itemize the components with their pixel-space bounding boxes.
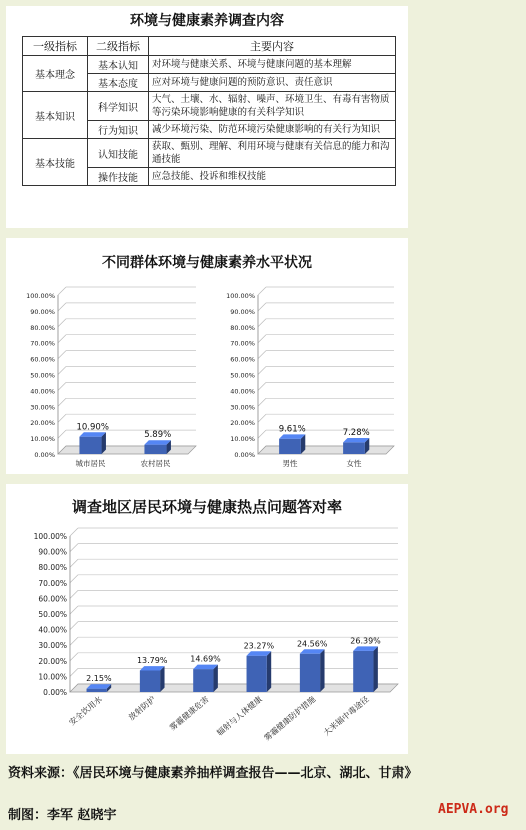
y-tick-label: 90.00%	[30, 307, 55, 316]
bar-chart-residence	[6, 238, 211, 474]
x-tick-label: 雾霾健康防护措施	[262, 694, 318, 743]
gridline-side	[58, 382, 66, 390]
data-label: 2.15%	[86, 674, 112, 684]
y-tick-label: 70.00%	[30, 339, 55, 348]
desc-cell: 减少环境污染、防范环境污染健康影响的有关行为知识	[149, 121, 396, 139]
y-tick-label: 40.00%	[30, 387, 55, 396]
bar-top	[144, 440, 171, 444]
x-tick-label: 辐射与人体健康	[215, 694, 264, 738]
y-tick-label: 40.00%	[38, 625, 67, 635]
y-tick-label: 10.00%	[230, 435, 255, 444]
credit-note: 制图：李军 赵晓宇	[8, 808, 117, 823]
sub-cell: 科学知识	[88, 92, 149, 121]
bar	[343, 442, 365, 454]
y-tick-label: 30.00%	[230, 403, 255, 412]
x-tick-label: 大米镉中毒途径	[321, 694, 371, 738]
bar-side	[267, 651, 271, 692]
y-tick-label: 80.00%	[38, 563, 67, 573]
y-tick-label: 70.00%	[230, 339, 255, 348]
hot-issues-title: 调查地区居民环境与健康热点问题答对率	[71, 498, 342, 516]
desc-cell: 对环境与健康关系、环境与健康问题的基本理解	[149, 56, 396, 74]
bar-top	[343, 438, 369, 442]
framework-panel	[6, 6, 408, 228]
gridline-side	[258, 319, 266, 327]
data-label: 24.56%	[296, 639, 328, 649]
header-level2: 二级指标	[88, 37, 149, 56]
y-tick-label: 50.00%	[30, 371, 55, 380]
header-level1: 一级指标	[23, 37, 88, 56]
bar	[300, 654, 320, 692]
sub-cell: 操作技能	[88, 168, 149, 186]
y-tick-label: 0.00%	[43, 688, 67, 697]
y-tick-label: 70.00%	[38, 578, 67, 588]
gridline-side	[58, 398, 66, 406]
bar	[87, 689, 107, 692]
framework-table	[22, 36, 396, 186]
bar-side	[373, 646, 377, 692]
table-row	[23, 92, 396, 121]
y-tick-label: 100.00%	[26, 292, 55, 300]
y-tick-label: 20.00%	[230, 419, 255, 428]
y-tick-label: 20.00%	[38, 656, 67, 666]
data-label: 14.69%	[190, 654, 221, 664]
gridline-side	[258, 303, 266, 311]
floor	[58, 446, 196, 454]
bar-top	[279, 434, 305, 438]
bar	[140, 670, 160, 692]
y-tick-label: 50.00%	[230, 371, 255, 380]
data-label: 5.89%	[144, 430, 172, 441]
data-label: 13.79%	[136, 656, 168, 666]
bar	[144, 445, 166, 454]
bar	[279, 439, 301, 454]
y-tick-label: 90.00%	[38, 547, 67, 557]
x-tick-label: 男性	[282, 459, 298, 468]
gridline-side	[258, 430, 266, 438]
brand-logo[interactable]: AEPVA.org	[438, 802, 509, 817]
x-tick-label: 放射防护	[126, 694, 158, 723]
y-tick-label: 80.00%	[230, 323, 255, 332]
gridline-side	[258, 382, 266, 390]
bar	[247, 656, 267, 692]
gridline-side	[70, 559, 78, 567]
data-label: 23.27%	[243, 641, 275, 651]
data-label: 10.90%	[76, 422, 109, 433]
gridline-side	[58, 335, 66, 343]
bar-chart-gender	[206, 238, 408, 474]
bar-side	[213, 665, 217, 692]
desc-cell: 应急技能、投诉和维权技能	[149, 168, 396, 186]
y-tick-label: 0.00%	[234, 451, 255, 459]
gridline-side	[70, 528, 78, 536]
y-tick-label: 30.00%	[38, 641, 67, 651]
bar-top	[79, 432, 106, 436]
gridline-side	[58, 351, 66, 359]
x-tick-label: 女性	[346, 459, 362, 468]
desc-cell: 获取、甄别、理解、利用环境与健康有关信息的能力和沟通技能	[149, 139, 396, 168]
y-tick-label: 10.00%	[30, 435, 55, 444]
desc-cell: 应对环境与健康问题的预防意识、责任意识	[149, 74, 396, 92]
data-label: 9.61%	[278, 424, 306, 435]
y-tick-label: 40.00%	[230, 387, 255, 396]
gridline-side	[58, 319, 66, 327]
header-content: 主要内容	[149, 37, 396, 56]
y-tick-label: 60.00%	[30, 355, 55, 364]
gridline-side	[258, 367, 266, 375]
gridline-side	[258, 414, 266, 422]
sub-cell: 行为知识	[88, 121, 149, 139]
framework-title: 环境与健康素养调查内容	[130, 13, 284, 29]
gridline-side	[70, 637, 78, 645]
x-tick-label: 安全饮用水	[67, 694, 104, 728]
y-tick-label: 20.00%	[30, 419, 55, 428]
group-charts-panel	[6, 238, 408, 474]
category-cell: 基本技能	[23, 139, 88, 186]
gridline-side	[70, 668, 78, 676]
data-label: 7.28%	[342, 428, 370, 439]
sub-cell: 认知技能	[88, 139, 149, 168]
data-label: 26.39%	[350, 636, 381, 646]
table-header-row	[23, 37, 396, 56]
gridline-side	[70, 622, 78, 630]
gridline-side	[258, 287, 266, 295]
group-chart-title: 不同群体环境与健康素养水平状况	[102, 255, 312, 271]
y-tick-label: 10.00%	[38, 672, 67, 682]
y-tick-label: 100.00%	[226, 292, 255, 300]
gridline-side	[58, 414, 66, 422]
x-tick-label: 城市居民	[75, 459, 106, 468]
gridline-side	[258, 335, 266, 343]
gridline-side	[58, 430, 66, 438]
y-tick-label: 60.00%	[230, 355, 255, 364]
gridline-side	[58, 287, 66, 295]
bar	[353, 651, 373, 692]
source-note: 资料来源：《居民环境与健康素养抽样调查报告——北京、湖北、甘肃》	[8, 766, 418, 781]
y-tick-label: 90.00%	[230, 307, 255, 316]
gridline-side	[70, 653, 78, 661]
y-tick-label: 50.00%	[38, 610, 67, 619]
y-tick-label: 80.00%	[30, 323, 55, 332]
gridline-side	[70, 606, 78, 614]
gridline-side	[58, 367, 66, 375]
y-tick-label: 0.00%	[34, 451, 55, 459]
floor	[258, 446, 394, 454]
y-tick-label: 60.00%	[38, 594, 67, 604]
bar-side	[160, 666, 164, 692]
table-row	[23, 139, 396, 168]
bar-side	[320, 649, 324, 692]
bar	[79, 437, 101, 454]
category-cell: 基本知识	[23, 92, 88, 139]
floor	[70, 684, 398, 692]
gridline-side	[70, 590, 78, 598]
x-tick-label: 农村居民	[140, 459, 171, 468]
gridline-side	[70, 544, 78, 552]
gridline-side	[70, 575, 78, 583]
gridline-side	[258, 351, 266, 359]
y-tick-label: 100.00%	[33, 532, 67, 541]
category-cell: 基本理念	[23, 56, 88, 92]
sub-cell: 基本认知	[88, 56, 149, 74]
desc-cell: 大气、土壤、水、辐射、噪声、环境卫生、有毒有害物质等污染环境影响健康的有关科学知识	[149, 92, 396, 121]
y-tick-label: 30.00%	[30, 403, 55, 412]
table-row	[23, 56, 396, 74]
bar-chart-hot-issues	[6, 484, 408, 754]
sub-cell: 基本态度	[88, 74, 149, 92]
gridline-side	[58, 303, 66, 311]
bar	[193, 669, 213, 692]
gridline-side	[258, 398, 266, 406]
hot-issues-panel	[6, 484, 408, 754]
x-tick-label: 雾霾健康危害	[168, 694, 211, 733]
